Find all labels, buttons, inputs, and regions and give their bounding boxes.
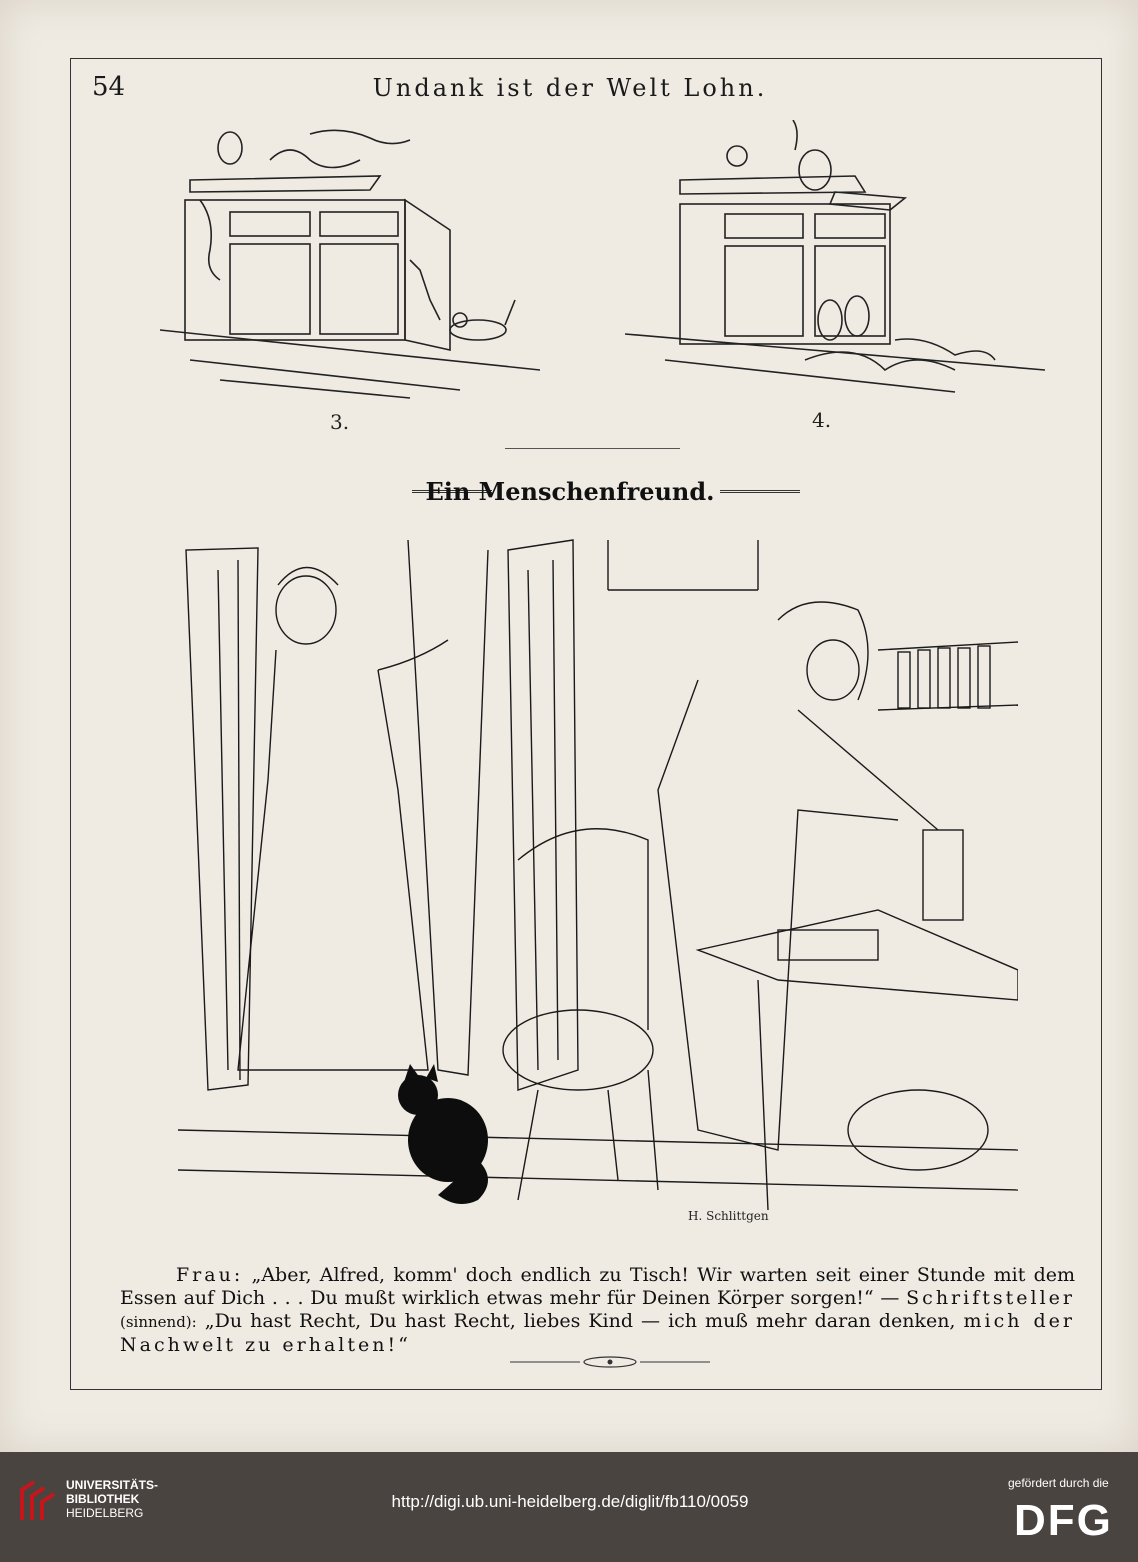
library-line-3: HEIDELBERG	[66, 1506, 144, 1520]
cartoon-panel-3	[160, 120, 540, 400]
caption-line-2: „Du hast Recht, Du hast Recht, liebes Kind — ich muß mehr daran denken,	[204, 1310, 956, 1332]
university-library-logo-icon[interactable]	[16, 1476, 60, 1524]
end-ornament	[510, 1356, 710, 1368]
library-line-1: UNIVERSITÄTS-	[66, 1478, 159, 1492]
page-number: 54	[92, 72, 126, 102]
running-title: Undank ist der Welt Lohn.	[372, 74, 768, 102]
title-ornament-right	[720, 490, 800, 495]
caption-line-2-spaced: mich der Nachwelt zu erhalten!“	[120, 1310, 1075, 1356]
university-library-name[interactable]	[66, 1478, 158, 1520]
caption-speaker-wife: Frau:	[176, 1264, 244, 1286]
funding-caption: gefördert durch die	[1008, 1476, 1109, 1490]
permalink-url[interactable]: http://digi.ub.uni-heidelberg.de/diglit/fb110/0059	[391, 1492, 749, 1511]
cartoon-caption	[120, 1264, 1075, 1357]
section-divider	[505, 448, 680, 449]
caption-line-1: „Aber, Alfred, komm' doch endlich zu Tisch! Wir warten seit einer Stunde mit dem Essen auf Dich . . . Du mußt wirklich etwas mehr für Deinen Körper sorgen!“ —	[120, 1264, 1076, 1309]
library-line-2: BIBLIOTHEK	[66, 1492, 140, 1506]
caption-stage-direction: (sinnend):	[120, 1313, 197, 1331]
dfg-logo[interactable]: DFG	[1014, 1496, 1113, 1545]
main-illustration	[178, 530, 1018, 1230]
svg-text:H. Schlittgen: H. Schlittgen	[688, 1209, 769, 1223]
panel-label-4: 4.	[812, 408, 832, 432]
cartoon-panel-4	[625, 120, 1045, 400]
section-title: Ein Menschenfreund.	[425, 477, 715, 506]
caption-speaker-writer: Schriftsteller	[906, 1287, 1075, 1309]
panel-label-3: 3.	[330, 410, 350, 434]
